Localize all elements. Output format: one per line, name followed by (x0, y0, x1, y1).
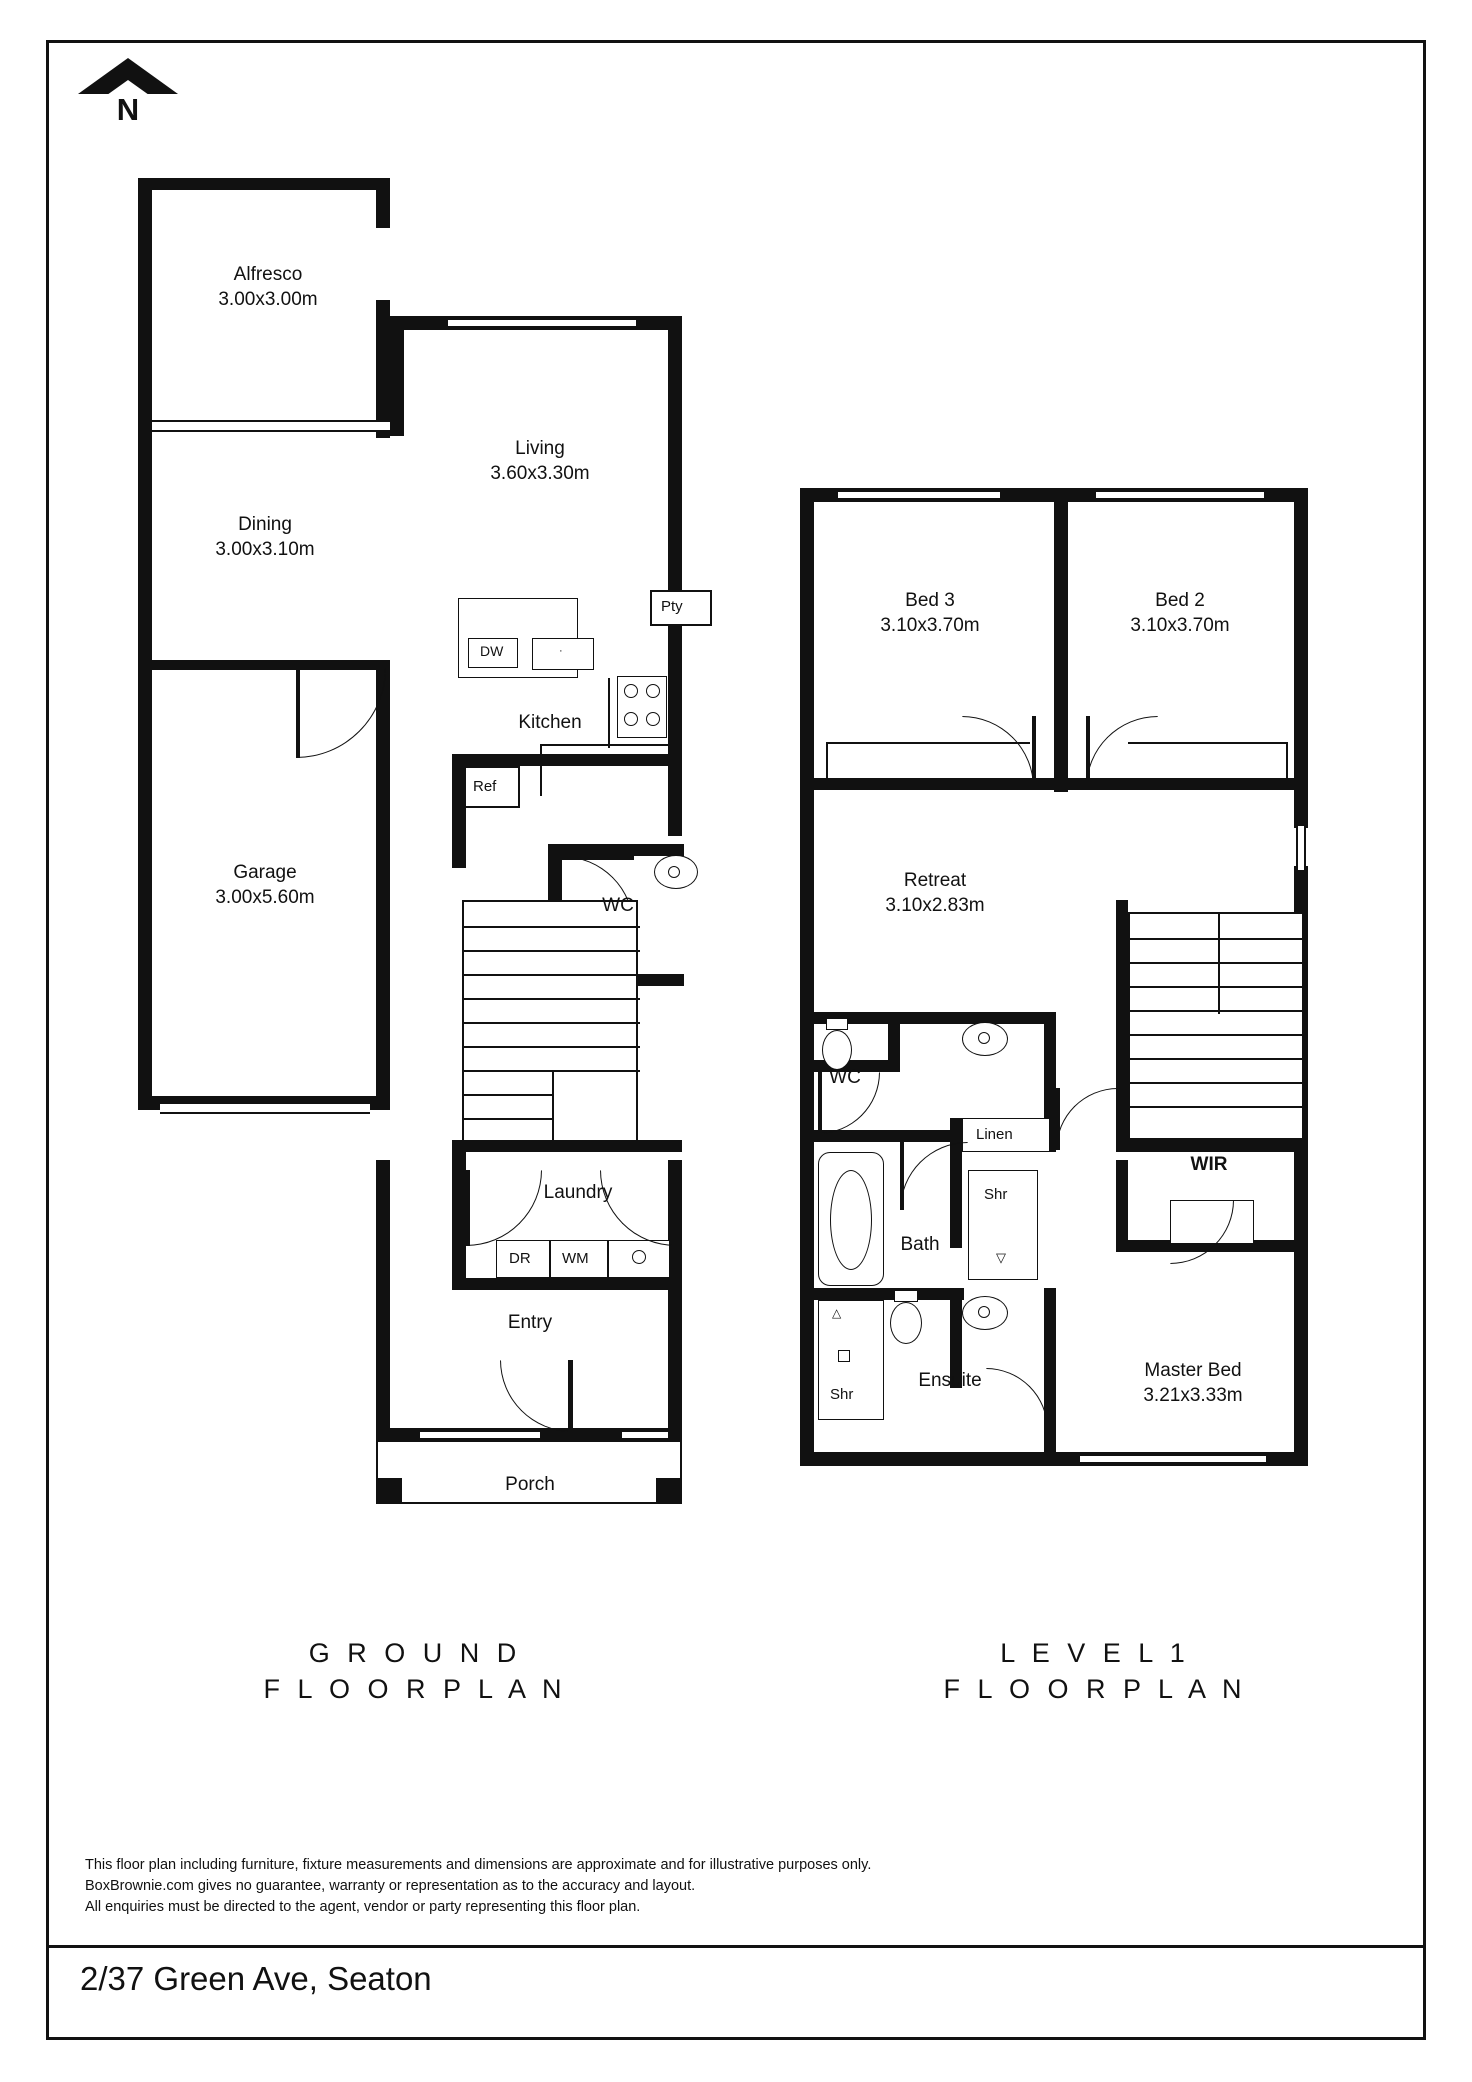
room-label-bath: Bath (900, 1234, 940, 1255)
room-label-garage: Garage 3.00x5.60m (215, 862, 315, 908)
wall (376, 1160, 390, 1440)
room-label-kitchen: Kitchen (518, 712, 582, 733)
room-label-wc-upstairs: WC (829, 1067, 861, 1088)
room-label-bed-3: Bed 3 3.10x3.70m (880, 590, 980, 636)
staircase (462, 900, 638, 1150)
wall (452, 754, 466, 868)
sink-mark: · (559, 645, 563, 657)
wall (1116, 1140, 1308, 1152)
wall (390, 316, 404, 436)
wall (138, 430, 152, 1110)
fixture-label-shr-1: Shr (984, 1186, 1008, 1203)
north-arrow-icon (78, 58, 178, 143)
wall (814, 1288, 964, 1300)
window (838, 490, 1000, 500)
floor-waste (838, 1350, 850, 1362)
wall (452, 1140, 682, 1152)
fixture-label-dw: DW (480, 643, 504, 659)
burner (646, 712, 660, 726)
wall (548, 844, 684, 856)
shower-drain: △ (832, 1306, 842, 1320)
staircase (1128, 912, 1304, 1140)
wardrobe (826, 742, 1030, 744)
window (152, 420, 390, 432)
wall (668, 1290, 682, 1440)
basin-drain (978, 1032, 990, 1044)
room-label-alfresco: Alfresco 3.00x3.00m (218, 264, 318, 310)
bench-edge (540, 744, 542, 796)
burner (624, 684, 638, 698)
wall (452, 754, 682, 766)
property-address: 2/37 Green Ave, Seaton (80, 1960, 432, 1997)
window (1296, 826, 1306, 870)
fixture-label-pty: Pty (661, 598, 683, 615)
disclaimer (85, 1855, 1185, 1918)
window (448, 318, 636, 328)
toilet-cistern (894, 1290, 918, 1302)
window (622, 1430, 668, 1440)
wardrobe (1286, 742, 1288, 778)
basin-drain (978, 1306, 990, 1318)
toilet-bowl (822, 1030, 852, 1070)
room-label-wir: WIR (1190, 1154, 1228, 1175)
room-label-entry: Entry (507, 1312, 553, 1333)
shower-drain: ▽ (996, 1250, 1006, 1265)
room-label-laundry: Laundry (543, 1182, 613, 1203)
wall (668, 316, 682, 556)
fixture-label-linen: Linen (976, 1126, 1013, 1143)
door-leaf (900, 1142, 904, 1210)
wall (376, 300, 390, 438)
fixture-label-ref: Ref (473, 778, 497, 795)
door-leaf (296, 668, 300, 758)
fixture-label-wm: WM (562, 1250, 589, 1267)
room-label-retreat: Retreat 3.10x2.83m (885, 870, 985, 916)
fixture-label-shr-2: Shr (830, 1386, 854, 1403)
bench-edge (540, 744, 670, 746)
room-label-porch: Porch (505, 1474, 555, 1495)
address-divider (48, 1945, 1424, 1948)
wall (376, 178, 390, 228)
toilet-cistern (826, 1018, 848, 1030)
door-leaf (1086, 716, 1090, 788)
window (1096, 490, 1264, 500)
wall (1054, 502, 1068, 792)
door-leaf (1056, 1088, 1060, 1150)
wall (138, 178, 152, 438)
wardrobe (826, 742, 828, 778)
wall (814, 1012, 1056, 1024)
room-label-bed-2: Bed 2 3.10x3.70m (1130, 590, 1230, 636)
disclaimer-line-3: All enquiries must be directed to the agent, vendor or party representing this floor plan. (85, 1899, 641, 1915)
room-label-master-bed: Master Bed 3.21x3.33m (1143, 1360, 1243, 1406)
toilet-bowl (890, 1302, 922, 1344)
wall (452, 1160, 466, 1290)
wall (1116, 1160, 1128, 1252)
room-label-wc: WC (602, 895, 634, 916)
room-label-dining: Dining 3.00x3.10m (215, 514, 315, 560)
burner (646, 684, 660, 698)
garage-door (160, 1102, 370, 1114)
door-leaf (1032, 716, 1036, 788)
tub-drain (632, 1250, 646, 1264)
wall (138, 178, 388, 190)
wardrobe (1128, 742, 1288, 744)
north-label: N (116, 92, 140, 127)
level-1-plan-title: L E V E L 1 F L O O R P L A N (943, 1638, 1247, 1704)
door-leaf (466, 1170, 470, 1246)
basin-drain (668, 866, 680, 878)
room-label-living: Living 3.60x3.30m (490, 438, 590, 484)
porch-edge (376, 1502, 682, 1504)
door-leaf (1044, 1368, 1048, 1430)
wall (452, 1278, 682, 1290)
porch-pillar (656, 1478, 682, 1504)
room-label-ensuite: Ensuite (918, 1370, 982, 1391)
window (1080, 1454, 1266, 1464)
disclaimer-line-2: BoxBrownie.com gives no guarantee, warranty or representation as to the accuracy and layout. (85, 1878, 696, 1894)
wall (800, 488, 814, 1466)
sink (532, 638, 594, 670)
door-leaf (568, 1360, 573, 1432)
disclaimer-line-1: This floor plan including furniture, fixture measurements and dimensions are approximate and for illustrative purposes only. (85, 1857, 872, 1873)
window (420, 1430, 540, 1440)
fixture-label-dr: DR (509, 1250, 531, 1267)
wall (1294, 488, 1308, 828)
ground-plan-title: G R O U N D F L O O R P L A N (263, 1638, 567, 1704)
porch-pillar (376, 1478, 402, 1504)
door-leaf (562, 856, 634, 860)
wall (376, 660, 390, 1110)
